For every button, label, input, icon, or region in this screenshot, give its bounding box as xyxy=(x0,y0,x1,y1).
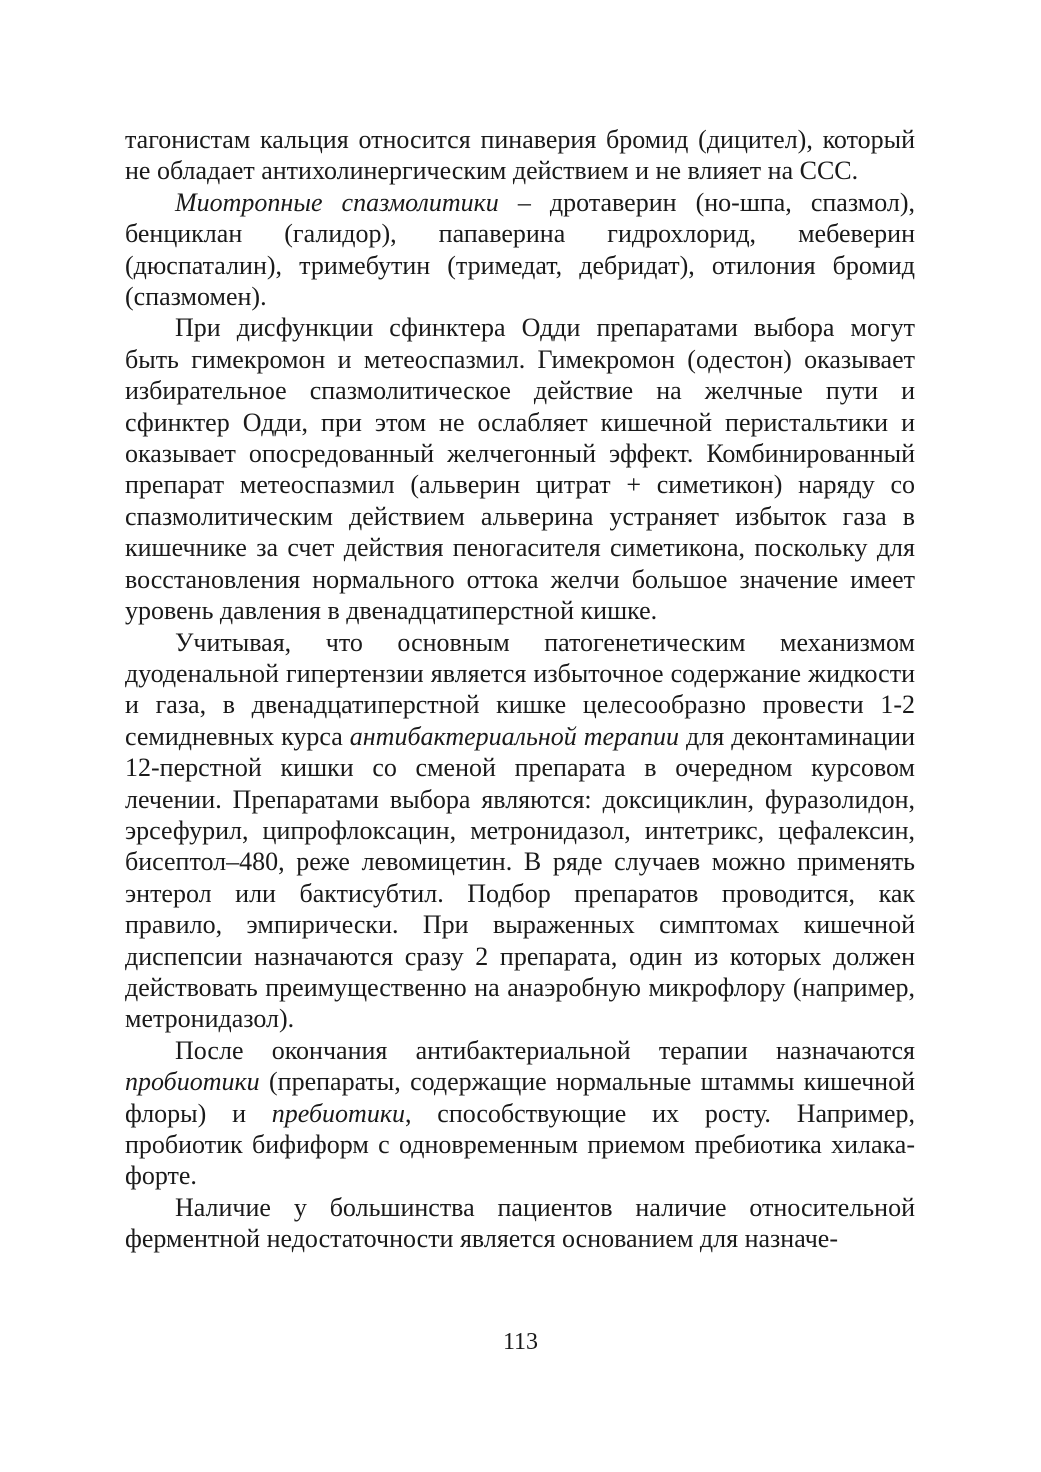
paragraph-text: тагонистам кальция относится пинаверия бромид (дицител), который не обладает антихолинергическим действием и не влияет на ССС. xyxy=(125,125,915,186)
paragraph-text: Учитывая, что основным патогенетическим механизмом дуоденальной гипертензии является избыточное содержание жидкости и газа, в двенадцатиперстной кишке целесообразно провести 1-2 семидневных курса xyxy=(125,627,915,751)
paragraph-text: Наличие у большинства пациентов наличие относительной ферментной недостаточности является основанием для назначе- xyxy=(125,1192,915,1254)
page-body xyxy=(125,124,915,1255)
paragraph-text: При дисфункции сфинктера Одди препаратами выбора могут быть гимекромон и метеоспазмил. Гимекромон (одестон) оказывает избирательное спазмолитическое действие на желчные пути и сфинктер Одди, при этом не ослабляет кишечной перистальтики и оказывает опосредованный желчегонный эффект. Комбинированный препарат метеоспазмил (альверин цитрат + симетикон) наряду со спазмолитическим действием альверина устраняет избыток газа в кишечнике за счет действия пеногасителя симетикона, поскольку для восстановления нормального оттока желчи большое значение имеет уровень давления в двенадцатиперстной кишке. xyxy=(125,313,915,626)
paragraph-antibacterial-therapy xyxy=(125,627,915,1035)
paragraph-text: – дротаверин (но-шпа, спазмол), бенциклан (галидор), папаверина гидрохлорид, мебеверин (дюспаталин), тримебутин (тримедат, дебридат), отилония бромид (спазмомен). xyxy=(125,187,915,312)
paragraph-text: (препараты, содержащие нормальные штаммы кишечной флоры) и xyxy=(125,1067,915,1128)
term-italic: антибактериальной терапии xyxy=(349,721,680,751)
paragraph-oddi-sphincter xyxy=(125,312,915,626)
page-number: 113 xyxy=(502,1329,539,1355)
paragraph-probiotics xyxy=(125,1035,915,1192)
paragraph-myotropic-spasmolytics xyxy=(125,187,915,313)
paragraph-text: После окончания антибактериальной терапии назначаются xyxy=(175,1035,915,1065)
paragraph-enzyme-deficiency xyxy=(125,1192,915,1255)
term-italic: пробиотики xyxy=(125,1067,260,1097)
paragraph-text: для деконтаминации 12-перстной кишки со сменой препарата в очередном курсовом лечении. Препаратами выбора являются: доксициклин, фуразолидон, эрсефурил, ципрофлоксацин, метронидазол, интетрикс, цефалексин, бисептол–480, реже левомицетин. В ряде случаев можно применять энтерол или бактисубтил. Подбор препаратов проводится, как правило, эмпирически. При выраженных симптомах кишечной диспепсии назначаются сразу 2 препарата, один из которых должен действовать преимущественно на анаэробную микрофлору (например, метронидазол). xyxy=(125,721,915,1034)
paragraph-continuation xyxy=(125,124,915,187)
paragraph-text: , способствующие их росту. Например, пробиотик бифиформ с одновременным приемом пребиотика хилака-форте. xyxy=(125,1098,915,1191)
term-italic: пребиотики xyxy=(271,1098,405,1128)
term-italic: Миотропные спазмолитики xyxy=(175,187,499,217)
